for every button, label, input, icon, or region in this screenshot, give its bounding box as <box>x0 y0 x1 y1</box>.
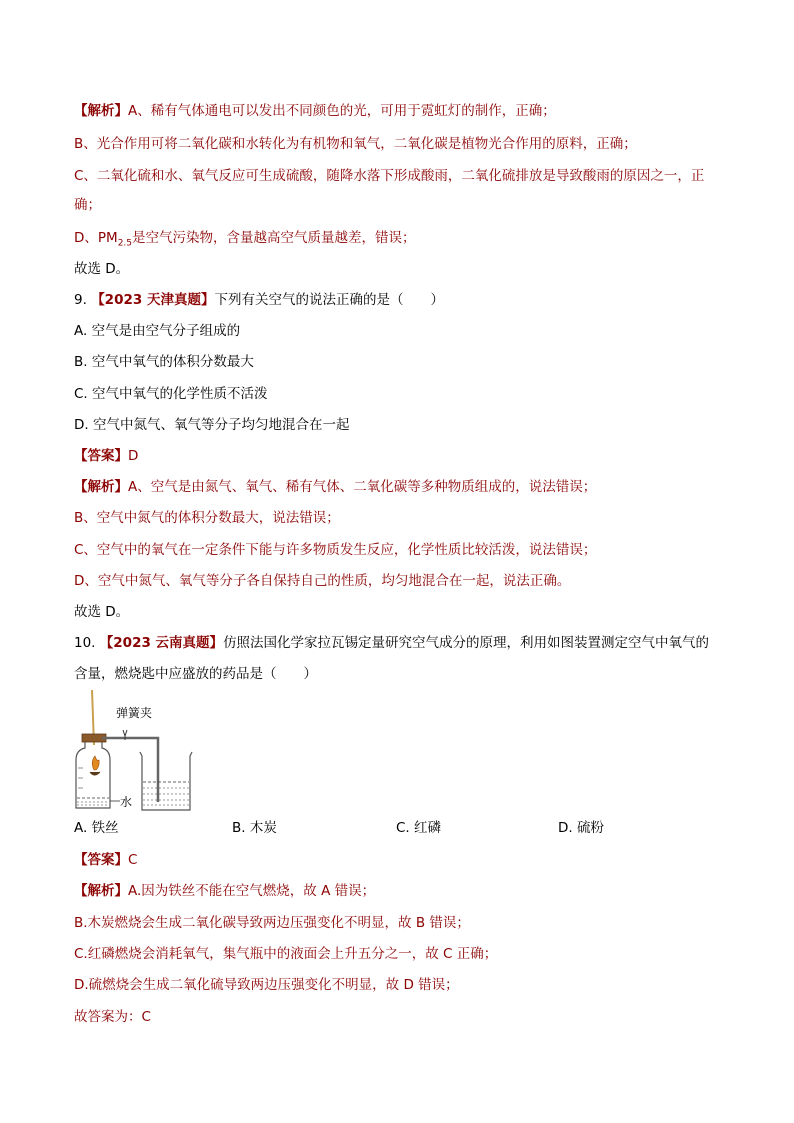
q10-option-d: D. 硫粉 <box>558 820 604 836</box>
answer-tag: 【答案】 <box>74 852 128 868</box>
answer-value: C <box>128 852 138 868</box>
analysis-text: A、空气是由氮气、氧气、稀有气体、二氧化碳等多种物质组成的，说法错误； <box>128 479 597 495</box>
question-9-stem <box>74 290 444 310</box>
q9-option-c: C. 空气中氧气的化学性质不活泼 <box>74 386 268 402</box>
q9-analysis-c: C、空气中的氧气在一定条件下能与许多物质发生反应，化学性质比较活泼，说法错误； <box>74 542 597 558</box>
answer-tag: 【答案】 <box>74 448 128 464</box>
analysis-line-c-continued: 确； <box>74 197 101 213</box>
question-number: 10. <box>74 635 96 651</box>
q10-options <box>74 818 714 840</box>
pm-label: D、PM <box>74 230 118 246</box>
clamp-label: 弹簧夹 <box>116 706 153 720</box>
analysis-text: A.因为铁丝不能在空气燃烧，故 A 错误； <box>128 883 376 899</box>
q10-option-a: A. 铁丝 <box>74 820 119 836</box>
q9-analysis-d: D、空气中氮气、氧气等分子各自保持自己的性质，均匀地混合在一起，说法正确。 <box>74 573 571 589</box>
q10-analysis-c: C.红磷燃烧会消耗氧气，集气瓶中的液面会上升五分之一，故 C 正确； <box>74 946 498 962</box>
q9-option-d: D. 空气中氮气、氧气等分子均匀地混合在一起 <box>74 417 350 433</box>
question-number: 9. <box>74 292 87 308</box>
q10-analysis-b: B.木炭燃烧会生成二氧化碳导致两边压强变化不明显，故 B 错误； <box>74 915 470 931</box>
q10-option-c: C. 红磷 <box>396 820 442 836</box>
analysis-line-a <box>74 101 556 121</box>
q10-answer <box>74 850 137 870</box>
q10-analysis-a <box>74 881 375 901</box>
q10-conclusion: 故答案为：C <box>74 1009 151 1025</box>
water-label: 水 <box>120 795 133 809</box>
q9-option-b: B. 空气中氧气的体积分数最大 <box>74 354 254 370</box>
analysis-line-b: B、光合作用可将二氧化碳和水转化为有机物和氧气，二氧化碳是植物光合作用的原料，正确； <box>74 136 637 152</box>
conclusion-1: 故选 D。 <box>74 261 130 277</box>
analysis-text: 是空气污染物，含量越高空气质量越差，错误； <box>132 230 416 246</box>
analysis-tag: 【解析】 <box>74 883 128 899</box>
question-text: 下列有关空气的说法正确的是（ ） <box>214 292 444 308</box>
analysis-tag: 【解析】 <box>74 103 128 119</box>
q10-analysis-d: D.硫燃烧会生成二氧化硫导致两边压强变化不明显，故 D 错误； <box>74 977 459 993</box>
question-source: 【2023 云南真题】 <box>99 635 224 651</box>
q9-option-a: A. 空气是由空气分子组成的 <box>74 323 241 339</box>
q9-analysis-a <box>74 477 596 497</box>
answer-value: D <box>128 448 139 464</box>
question-10-stem <box>74 633 709 653</box>
analysis-tag: 【解析】 <box>74 479 128 495</box>
q9-answer <box>74 446 138 466</box>
analysis-line-c: C、二氧化硫和水、氧气反应可生成硫酸，随降水落下形成酸雨，二氧化硫排放是导致酸雨的原因之一，正 <box>74 168 705 184</box>
pm-subscript: 2.5 <box>117 238 133 249</box>
apparatus-figure <box>72 690 202 815</box>
analysis-line-d <box>74 228 416 248</box>
question-10-stem-continued: 含量，燃烧匙中应盛放的药品是（ ） <box>74 666 317 682</box>
q9-analysis-b: B、空气中氮气的体积分数最大，说法错误； <box>74 510 340 526</box>
question-source: 【2023 天津真题】 <box>91 292 215 308</box>
analysis-text: A、稀有气体通电可以发出不同颜色的光，可用于霓虹灯的制作，正确； <box>128 103 556 119</box>
question-text: 仿照法国化学家拉瓦锡定量研究空气成分的原理，利用如图装置测定空气中氧气的 <box>223 635 710 651</box>
q10-option-b: B. 木炭 <box>232 820 277 836</box>
q9-conclusion: 故选 D。 <box>74 604 130 620</box>
